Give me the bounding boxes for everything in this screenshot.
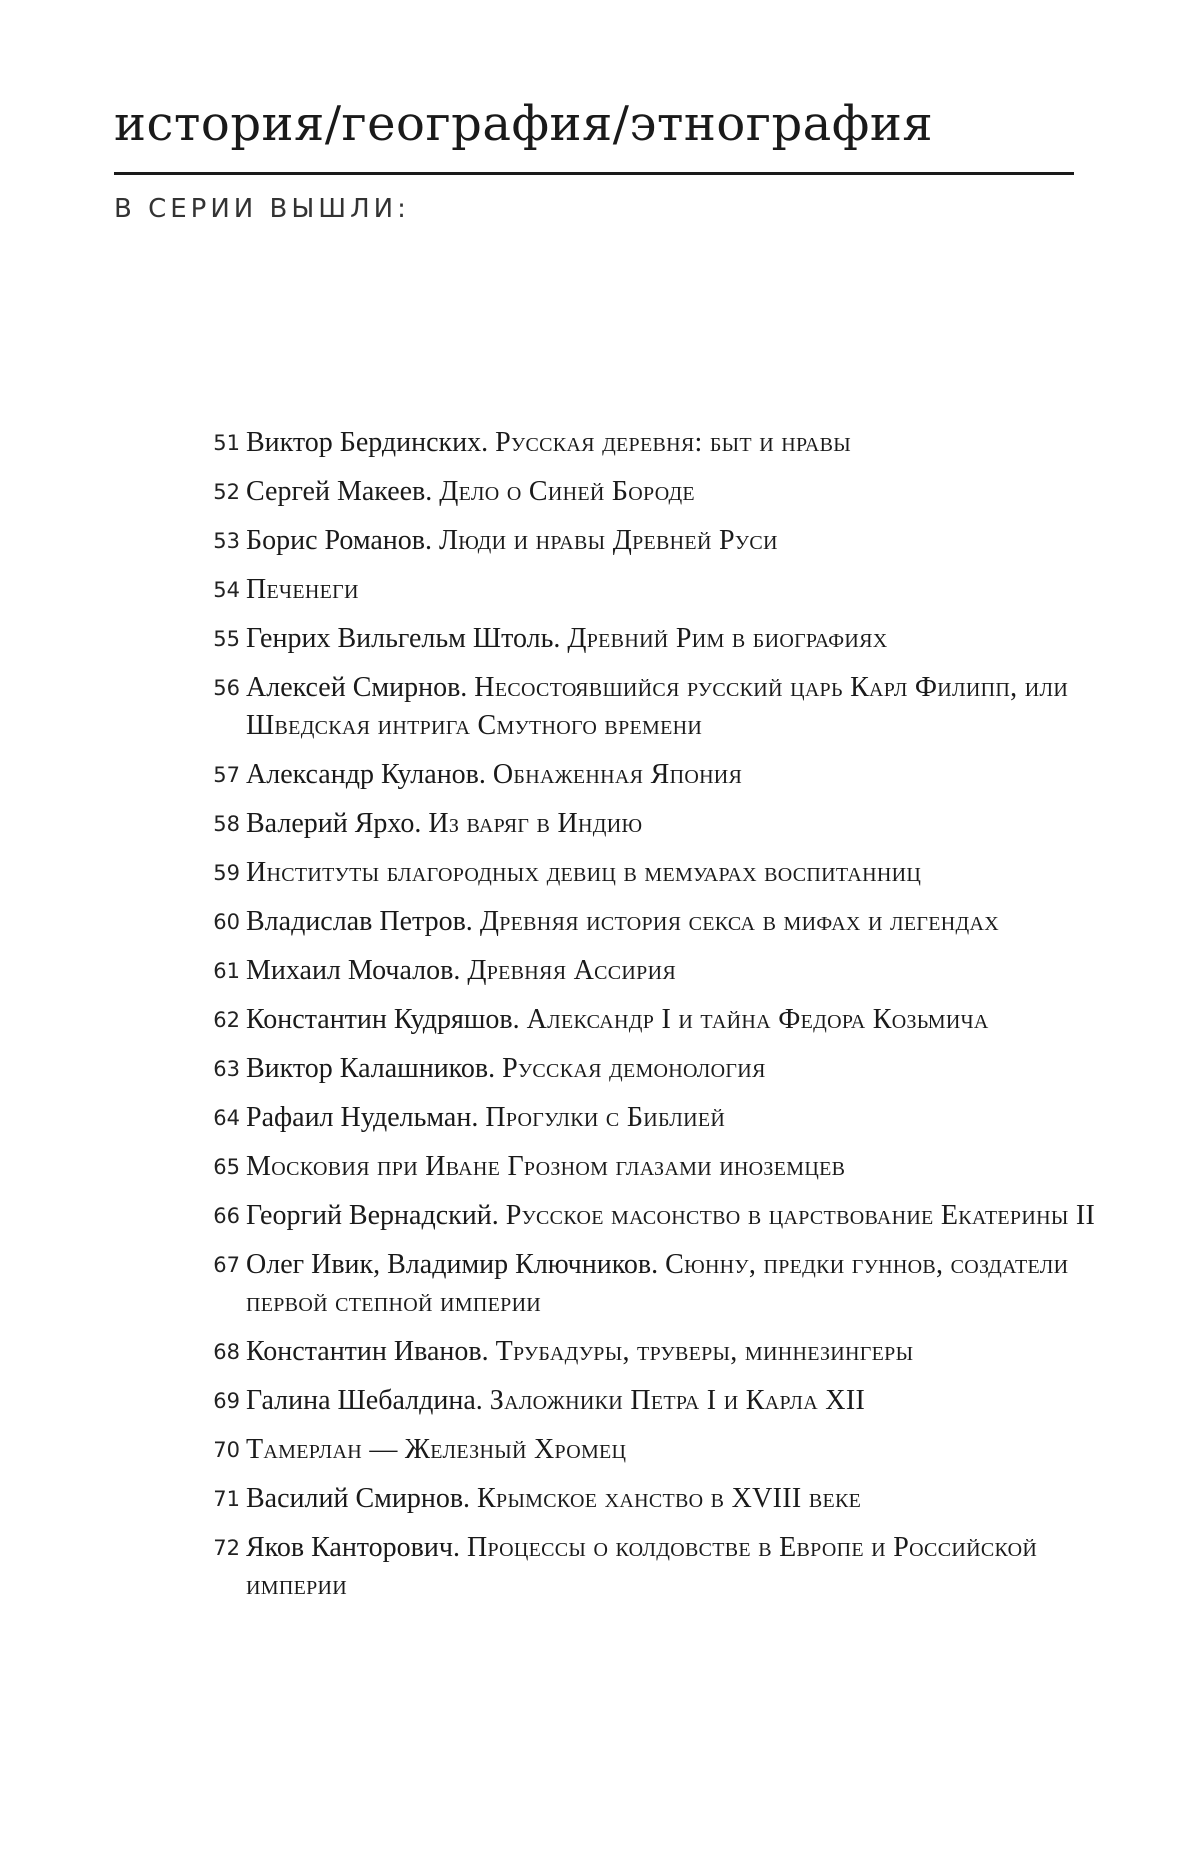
book-number: 66 [213, 1204, 240, 1228]
book-entry [246, 424, 1096, 462]
list-item [196, 1246, 1096, 1322]
list-item [196, 473, 1096, 511]
list-item [196, 756, 1096, 794]
book-entry [246, 1099, 1096, 1137]
book-author: Борис Романов. [246, 525, 432, 556]
book-author: Михаил Мочалов. [246, 955, 461, 986]
book-entry [246, 1480, 1096, 1518]
book-entry [246, 1246, 1096, 1322]
book-entry [246, 1529, 1096, 1605]
book-number: 53 [213, 529, 240, 553]
book-title: Обнаженная Япония [492, 759, 743, 790]
book-title: Печенеги [246, 574, 359, 605]
book-author: Василий Смирнов. [246, 1483, 471, 1514]
book-author: Алексей Смирнов. [246, 672, 468, 703]
book-number: 51 [213, 431, 240, 455]
book-title: Древняя Ассирия [467, 955, 676, 986]
book-entry [246, 805, 1096, 843]
book-number: 52 [213, 480, 240, 504]
list-item [196, 620, 1096, 658]
book-author: Сергей Макеев. [246, 476, 433, 507]
book-number: 71 [213, 1487, 240, 1511]
book-title: Крымское ханство в XVIII веке [477, 1483, 862, 1514]
book-entry [246, 473, 1096, 511]
book-number: 58 [213, 812, 240, 836]
book-author: Галина Шебалдина. [246, 1385, 483, 1416]
book-title: Несостоявшийся русский царь Карл Филипп, или Шведская интрига Смутного времени [246, 672, 1069, 741]
book-number: 65 [213, 1155, 240, 1179]
list-item [196, 1001, 1096, 1039]
book-number: 68 [213, 1340, 240, 1364]
book-author: Валерий Ярхо. [246, 808, 422, 839]
book-author: Генрих Вильгельм Штоль. [246, 623, 561, 654]
list-item [196, 805, 1096, 843]
book-number: 57 [213, 763, 240, 787]
list-item [196, 1382, 1096, 1420]
book-author: Яков Канторович. [246, 1532, 460, 1563]
list-item [196, 1148, 1096, 1186]
book-entry [246, 1382, 1096, 1420]
list-item [196, 522, 1096, 560]
book-author: Александр Куланов. [246, 759, 486, 790]
list-item [196, 571, 1096, 609]
book-title: Заложники Петра I и Карла XII [489, 1385, 866, 1416]
page-header [114, 96, 1074, 224]
book-entry [246, 1001, 1096, 1039]
book-title: Московия при Иване Грозном глазами иноземцев [246, 1151, 846, 1182]
book-title: Люди и нравы Древней Руси [439, 525, 778, 556]
book-author: Виктор Калашников. [246, 1053, 496, 1084]
book-author: Владислав Петров. [246, 906, 473, 937]
book-number: 64 [213, 1106, 240, 1130]
book-entry [246, 522, 1096, 560]
book-entry [246, 1197, 1096, 1235]
list-item [196, 1050, 1096, 1088]
book-entry [246, 756, 1096, 794]
book-title: Прогулки с Библией [485, 1102, 726, 1133]
list-item [196, 1099, 1096, 1137]
book-number: 55 [213, 627, 240, 651]
book-title: Тамерлан — Железный Хромец [246, 1434, 627, 1465]
book-author: Константин Кудряшов. [246, 1004, 520, 1035]
book-entry [246, 1148, 1096, 1186]
list-item [196, 424, 1096, 462]
book-title: Институты благородных девиц в мемуарах воспитанниц [246, 857, 922, 888]
book-title: Процессы о колдовстве в Европе и Российской империи [246, 1532, 1038, 1601]
book-entry [246, 1431, 1096, 1469]
book-author: Георгий Вернадский. [246, 1200, 499, 1231]
book-number: 67 [213, 1253, 240, 1277]
series-title: история/география/этнография [114, 96, 934, 152]
book-list [196, 424, 1096, 1616]
book-number: 59 [213, 861, 240, 885]
book-entry [246, 1333, 1096, 1371]
book-title: Сюнну, предки гуннов, создатели первой степной империи [246, 1249, 1069, 1318]
book-number: 70 [213, 1438, 240, 1462]
book-entry [246, 903, 1096, 941]
list-item [196, 1333, 1096, 1371]
list-item [196, 669, 1096, 745]
book-title: Дело о Синей Бороде [439, 476, 695, 507]
book-entry [246, 620, 1096, 658]
list-item [196, 1480, 1096, 1518]
header-divider [114, 172, 1074, 175]
book-entry [246, 854, 1096, 892]
list-item [196, 952, 1096, 990]
book-entry [246, 1050, 1096, 1088]
book-entry [246, 669, 1096, 745]
book-title: Русская деревня: быт и нравы [495, 427, 851, 458]
list-item [196, 903, 1096, 941]
book-title: Из варяг в Индию [428, 808, 643, 839]
book-number: 63 [213, 1057, 240, 1081]
list-item [196, 854, 1096, 892]
book-number: 54 [213, 578, 240, 602]
book-number: 56 [213, 676, 240, 700]
book-title: Древний Рим в биографиях [567, 623, 888, 654]
book-entry [246, 571, 1096, 609]
book-number: 60 [213, 910, 240, 934]
book-number: 62 [213, 1008, 240, 1032]
book-entry [246, 952, 1096, 990]
book-author: Олег Ивик, Владимир Ключников. [246, 1249, 659, 1280]
book-author: Константин Иванов. [246, 1336, 489, 1367]
book-title: Трубадуры, труверы, миннезингеры [495, 1336, 914, 1367]
list-item [196, 1529, 1096, 1605]
book-title: Русская демонология [502, 1053, 766, 1084]
book-title: Древняя история секса в мифах и легендах [479, 906, 999, 937]
book-number: 69 [213, 1389, 240, 1413]
series-subtitle: В СЕРИИ ВЫШЛИ: [114, 194, 410, 224]
book-number: 61 [213, 959, 240, 983]
book-title: Русское масонство в царствование Екатерины II [505, 1200, 1096, 1231]
list-item [196, 1197, 1096, 1235]
book-title: Александр I и тайна Федора Козьмича [526, 1004, 989, 1035]
book-author: Виктор Бердинских. [246, 427, 489, 458]
book-number: 72 [213, 1536, 240, 1560]
list-item [196, 1431, 1096, 1469]
book-author: Рафаил Нудельман. [246, 1102, 479, 1133]
